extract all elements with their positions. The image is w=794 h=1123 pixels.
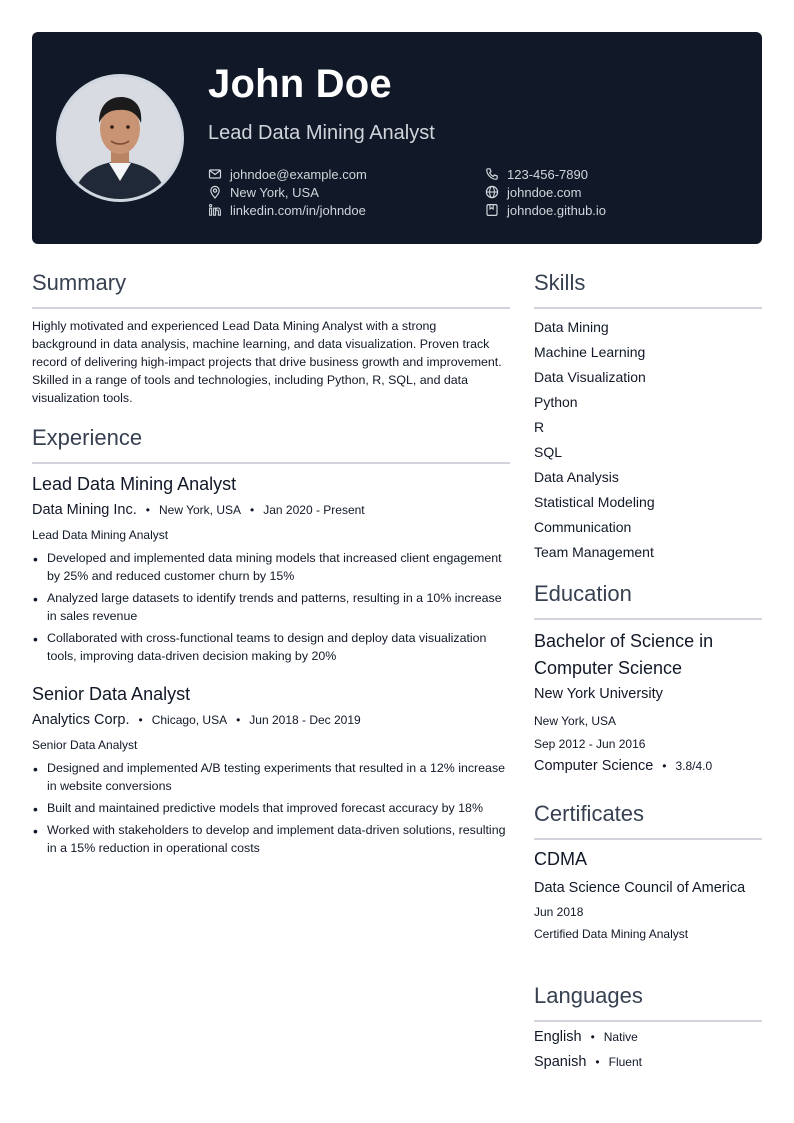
language-item [534,1029,642,1054]
education-entry [534,628,762,774]
separator-dot: • [250,503,255,517]
skill-item: Python [534,394,578,410]
education-field: Computer Science [534,758,654,774]
profile-photo [59,77,181,199]
certificate-date: Jun 2018 [534,905,584,919]
education-location: New York, USA [534,714,617,728]
separator-dot: • [145,503,150,517]
contact-location-text: New York, USA [230,184,319,200]
job-location: Chicago, USA [151,713,228,727]
language-item [534,1054,642,1079]
skill-item: Data Analysis [534,469,619,485]
skill-item: Team Management [534,544,654,560]
job-company: Analytics Corp. [32,712,130,728]
languages-list [534,1029,642,1079]
certificates-divider [534,838,762,840]
skill-item: R [534,419,545,435]
skill-item: SQL [534,444,563,460]
job-role: Lead Data Mining Analyst [32,528,169,542]
avatar [56,74,184,202]
job-dates: Jun 2018 - Dec 2019 [249,713,361,727]
job-company: Data Mining Inc. [32,502,137,518]
education-field-row [534,758,762,774]
skill-item: Statistical Modeling [534,494,655,510]
language-level: Native [603,1030,638,1044]
certificate-issuer: Data Science Council of America [534,880,746,896]
contact-linkedin-text[interactable]: linkedin.com/in/johndoe [230,202,366,218]
summary-divider [32,307,510,309]
education-dates: Sep 2012 - Jun 2016 [534,737,646,751]
education-gpa: 3.8/4.0 [675,759,713,773]
certificates-heading: Certificates [534,801,645,826]
education-degree: Bachelor of Science in Computer Science [534,631,714,678]
contact-portfolio-text[interactable]: johndoe.github.io [507,202,607,218]
contact-linkedin[interactable] [208,201,366,219]
contact-location [208,183,319,201]
separator-dot: • [662,759,667,773]
certificate-name: CDMA [534,849,587,869]
languages-heading: Languages [534,983,643,1008]
separator-dot: • [236,713,241,727]
bullet-item: • Built and maintained predictive models that improved forecast accuracy by 18% [32,799,510,817]
job-bullets [32,759,510,857]
linkedin-icon [208,203,222,217]
education-divider [534,618,762,620]
separator-dot: • [595,1055,600,1069]
github-icon [485,203,499,217]
contact-email[interactable] [208,165,367,183]
resume-header [32,32,762,244]
contact-website[interactable] [485,183,581,201]
candidate-name: John Doe [208,62,392,106]
skill-item: Communication [534,519,632,535]
bullet-item: • Collaborated with cross-functional teams to design and deploy data visualization tools, improving data-driven decision making by 20% [32,629,510,665]
bullet-item: • Designed and implemented A/B testing experiments that resulted in a 12% increase in website conversions [32,759,510,795]
separator-dot: • [138,713,143,727]
job-role: Senior Data Analyst [32,738,138,752]
experience-heading: Experience [32,425,143,450]
experience-divider [32,462,510,464]
language-level: Fluent [608,1055,642,1069]
bullet-item: • Developed and implemented data mining models that increased client engagement by 25% and reduced customer churn by 15% [32,549,510,585]
separator-dot: • [590,1030,595,1044]
mail-icon [208,167,222,181]
education-heading: Education [534,581,632,606]
contact-portfolio[interactable] [485,201,606,219]
phone-icon [485,167,499,181]
certificate-entry [534,849,762,945]
contact-email-text[interactable]: johndoe@example.com [230,166,367,182]
skill-item: Machine Learning [534,344,646,360]
bullet-item: • Worked with stakeholders to develop and implement data-driven solutions, resulting in a 15% reduction in operational costs [32,821,510,857]
certificate-description: Certified Data Mining Analyst [534,927,689,941]
job-location: New York, USA [158,503,242,517]
job-meta [32,712,510,736]
skill-item: Data Visualization [534,369,646,385]
skills-divider [534,307,762,309]
bullet-item: • Analyzed large datasets to identify trends and patterns, resulting in a 10% increase in sales revenue [32,589,510,625]
education-school: New York University [534,686,663,702]
summary-text: Highly motivated and experienced Lead Data Mining Analyst with a strong background in data analysis, machine learning, and data visualization. Proven track record of delivering high-impact projects that drive business growth and improvement. Skilled in a range of tools and technologies, including Python, R, SQL, and data visualization tools. [32,319,502,405]
experience-entry [32,474,510,669]
job-bullets [32,549,510,665]
skill-item: Data Mining [534,319,609,335]
skills-heading: Skills [534,270,586,295]
contact-phone-text[interactable]: 123-456-7890 [507,166,588,182]
globe-icon [485,185,499,199]
contact-website-text[interactable]: johndoe.com [507,184,582,200]
summary-heading: Summary [32,270,127,295]
job-title: Senior Data Analyst [32,684,191,704]
languages-divider [534,1020,762,1022]
job-title: Lead Data Mining Analyst [32,474,237,494]
contact-phone[interactable] [485,165,588,183]
candidate-headline: Lead Data Mining Analyst [208,122,435,144]
language-name: Spanish [534,1054,587,1070]
skills-list [534,316,655,566]
job-meta [32,502,510,526]
experience-entry [32,684,510,861]
location-icon [208,185,222,199]
job-dates: Jan 2020 - Present [263,503,365,517]
language-name: English [534,1029,582,1045]
